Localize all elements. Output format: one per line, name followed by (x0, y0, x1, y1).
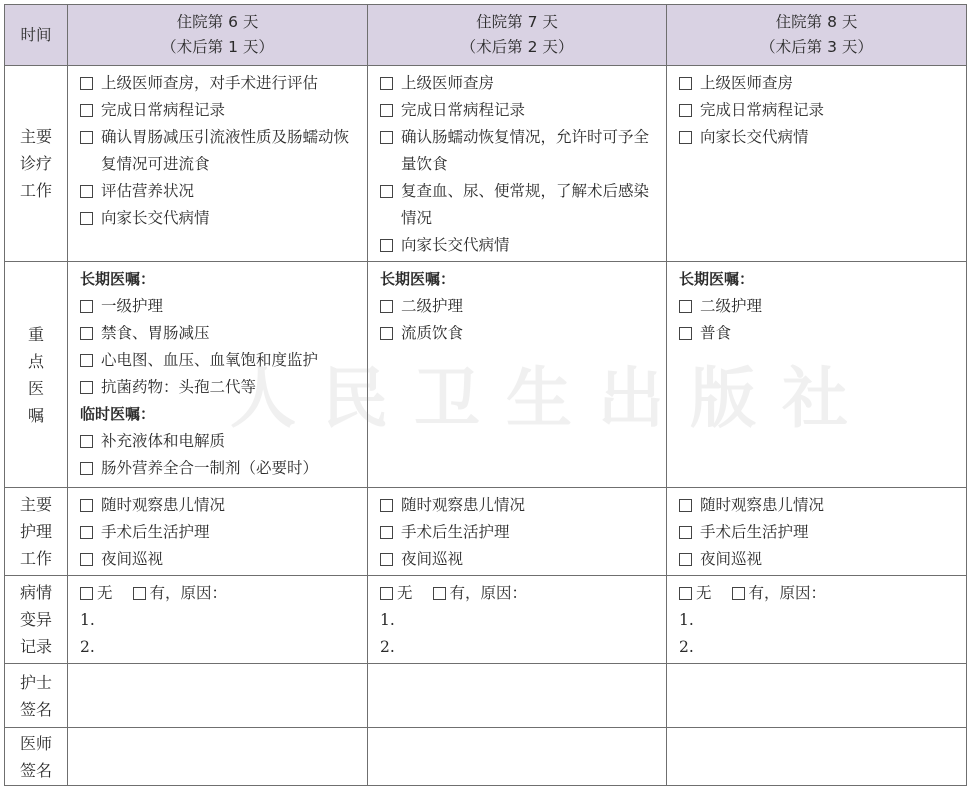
list-item: 手术后生活护理 (679, 519, 960, 546)
cell-diagnosis-day6 (68, 66, 368, 262)
checkbox[interactable] (679, 327, 692, 340)
row-label-doctor-signature: 医师 签名 (5, 728, 68, 786)
long-term-orders-heading: 长期医嘱： (679, 270, 755, 288)
cell-orders-day6 (68, 262, 368, 488)
reason-line-1: 1. (80, 611, 95, 629)
checkbox[interactable] (380, 239, 393, 252)
row-variance (5, 576, 967, 664)
list-item: 上级医师查房 (679, 70, 960, 97)
cell-nursing-day8 (667, 488, 967, 576)
list-item: 完成日常病程记录 (80, 97, 361, 124)
header-time: 时间 (5, 5, 68, 66)
checkbox[interactable] (80, 327, 93, 340)
checkbox[interactable] (380, 104, 393, 117)
nurse-signature-day7[interactable] (368, 664, 667, 728)
doctor-signature-day6[interactable] (68, 728, 368, 786)
checkbox-yes[interactable] (433, 587, 446, 600)
cell-nursing-day7 (368, 488, 667, 576)
header-day7-line2: （术后第 2 天） (460, 38, 574, 56)
checkbox[interactable] (380, 185, 393, 198)
checkbox[interactable] (80, 526, 93, 539)
cell-variance-day7: 无 有，原因： 1. 2. (368, 576, 667, 664)
doctor-signature-day7[interactable] (368, 728, 667, 786)
list-item: 心电图、血压、血氧饱和度监护 (80, 347, 361, 374)
list-item: 二级护理 (380, 293, 660, 320)
cell-variance-day6: 无 有，原因： 1. 2. (68, 576, 368, 664)
list-item: 夜间巡视 (80, 546, 361, 573)
list-item: 一级护理 (80, 293, 361, 320)
checkbox-none[interactable] (80, 587, 93, 600)
checkbox[interactable] (380, 131, 393, 144)
reason-line-1: 1. (380, 611, 395, 629)
clinical-pathway-table (4, 4, 967, 786)
header-day8-line2: （术后第 3 天） (760, 38, 873, 56)
list-item: 完成日常病程记录 (679, 97, 960, 124)
list-item: 评估营养状况 (80, 178, 361, 205)
list-item: 抗菌药物：头孢二代等 (80, 374, 361, 401)
checkbox[interactable] (80, 553, 93, 566)
cell-orders-day8 (667, 262, 967, 488)
reason-line-1: 1. (679, 611, 694, 629)
list-item: 向家长交代病情 (679, 124, 960, 151)
list-item: 肠外营养全合一制剂（必要时） (80, 455, 361, 482)
temporary-orders-heading: 临时医嘱： (80, 405, 156, 423)
checkbox-none[interactable] (380, 587, 393, 600)
checkbox[interactable] (679, 553, 692, 566)
checkbox[interactable] (679, 526, 692, 539)
list-item: 手术后生活护理 (80, 519, 361, 546)
reason-line-2: 2. (679, 638, 694, 656)
checkbox[interactable] (679, 499, 692, 512)
nurse-signature-day8[interactable] (667, 664, 967, 728)
cell-nursing-day6 (68, 488, 368, 576)
nurse-signature-day6[interactable] (68, 664, 368, 728)
list-item: 确认肠蠕动恢复情况，允许时可予全量饮食 (380, 124, 660, 178)
checkbox[interactable] (679, 131, 692, 144)
row-label-nurse-signature: 护士 签名 (5, 664, 68, 728)
publisher-watermark: 人民卫生出版社 (230, 359, 874, 437)
long-term-orders-heading: 长期医嘱： (380, 270, 456, 288)
list-item: 上级医师查房，对手术进行评估 (80, 70, 361, 97)
checkbox[interactable] (380, 77, 393, 90)
checkbox[interactable] (380, 553, 393, 566)
cell-diagnosis-day7 (368, 66, 667, 262)
list-item: 确认胃肠减压引流液性质及肠蠕动恢复情况可进流食 (80, 124, 361, 178)
checkbox[interactable] (80, 381, 93, 394)
list-item: 二级护理 (679, 293, 960, 320)
cell-variance-day8: 无 有，原因： 1. 2. (667, 576, 967, 664)
list-item: 夜间巡视 (380, 546, 660, 573)
checkbox[interactable] (80, 300, 93, 313)
cell-orders-day7 (368, 262, 667, 488)
list-item: 夜间巡视 (679, 546, 960, 573)
reason-line-2: 2. (380, 638, 395, 656)
header-row (5, 5, 967, 66)
row-orders (5, 262, 967, 488)
header-day6 (68, 5, 368, 66)
checkbox-yes[interactable] (133, 587, 146, 600)
checkbox-none[interactable] (679, 587, 692, 600)
header-day8 (667, 5, 967, 66)
checkbox[interactable] (380, 327, 393, 340)
list-item: 随时观察患儿情况 (380, 492, 660, 519)
checkbox[interactable] (80, 104, 93, 117)
list-item: 上级医师查房 (380, 70, 660, 97)
list-item: 补充液体和电解质 (80, 428, 361, 455)
checkbox[interactable] (80, 77, 93, 90)
checkbox[interactable] (380, 499, 393, 512)
row-diagnosis (5, 66, 967, 262)
checkbox-yes[interactable] (732, 587, 745, 600)
reason-line-2: 2. (80, 638, 95, 656)
list-item: 普食 (679, 320, 960, 347)
list-item: 完成日常病程记录 (380, 97, 660, 124)
checkbox[interactable] (679, 77, 692, 90)
list-item: 手术后生活护理 (380, 519, 660, 546)
row-doctor-signature (5, 728, 967, 786)
header-day8-line1: 住院第 8 天 (775, 13, 858, 31)
header-day6-line2: （术后第 1 天） (161, 38, 274, 56)
header-day7-line1: 住院第 7 天 (476, 13, 558, 31)
list-item: 随时观察患儿情况 (679, 492, 960, 519)
list-item: 随时观察患儿情况 (80, 492, 361, 519)
row-label-variance: 病情 变异 记录 (5, 576, 68, 664)
list-item: 流质饮食 (380, 320, 660, 347)
row-label-nursing: 主要 护理 工作 (5, 488, 68, 576)
list-item: 向家长交代病情 (80, 205, 361, 232)
row-label-orders: 重 点 医 嘱 (5, 262, 68, 488)
row-nurse-signature (5, 664, 967, 728)
long-term-orders-heading: 长期医嘱： (80, 270, 156, 288)
checkbox[interactable] (679, 104, 692, 117)
checkbox[interactable] (80, 212, 93, 225)
checkbox[interactable] (380, 300, 393, 313)
checkbox[interactable] (80, 435, 93, 448)
checkbox[interactable] (80, 131, 93, 144)
row-label-diagnosis: 主要 诊疗 工作 (5, 66, 68, 262)
checkbox[interactable] (80, 462, 93, 475)
checkbox[interactable] (80, 499, 93, 512)
doctor-signature-day8[interactable] (667, 728, 967, 786)
checkbox[interactable] (679, 300, 692, 313)
list-item: 禁食、胃肠减压 (80, 320, 361, 347)
row-nursing (5, 488, 967, 576)
header-day7 (368, 5, 667, 66)
checkbox[interactable] (80, 354, 93, 367)
checkbox[interactable] (380, 526, 393, 539)
header-day6-line1: 住院第 6 天 (176, 13, 259, 31)
list-item: 向家长交代病情 (380, 232, 660, 259)
cell-diagnosis-day8 (667, 66, 967, 262)
list-item: 复查血、尿、便常规，了解术后感染情况 (380, 178, 660, 232)
checkbox[interactable] (80, 185, 93, 198)
